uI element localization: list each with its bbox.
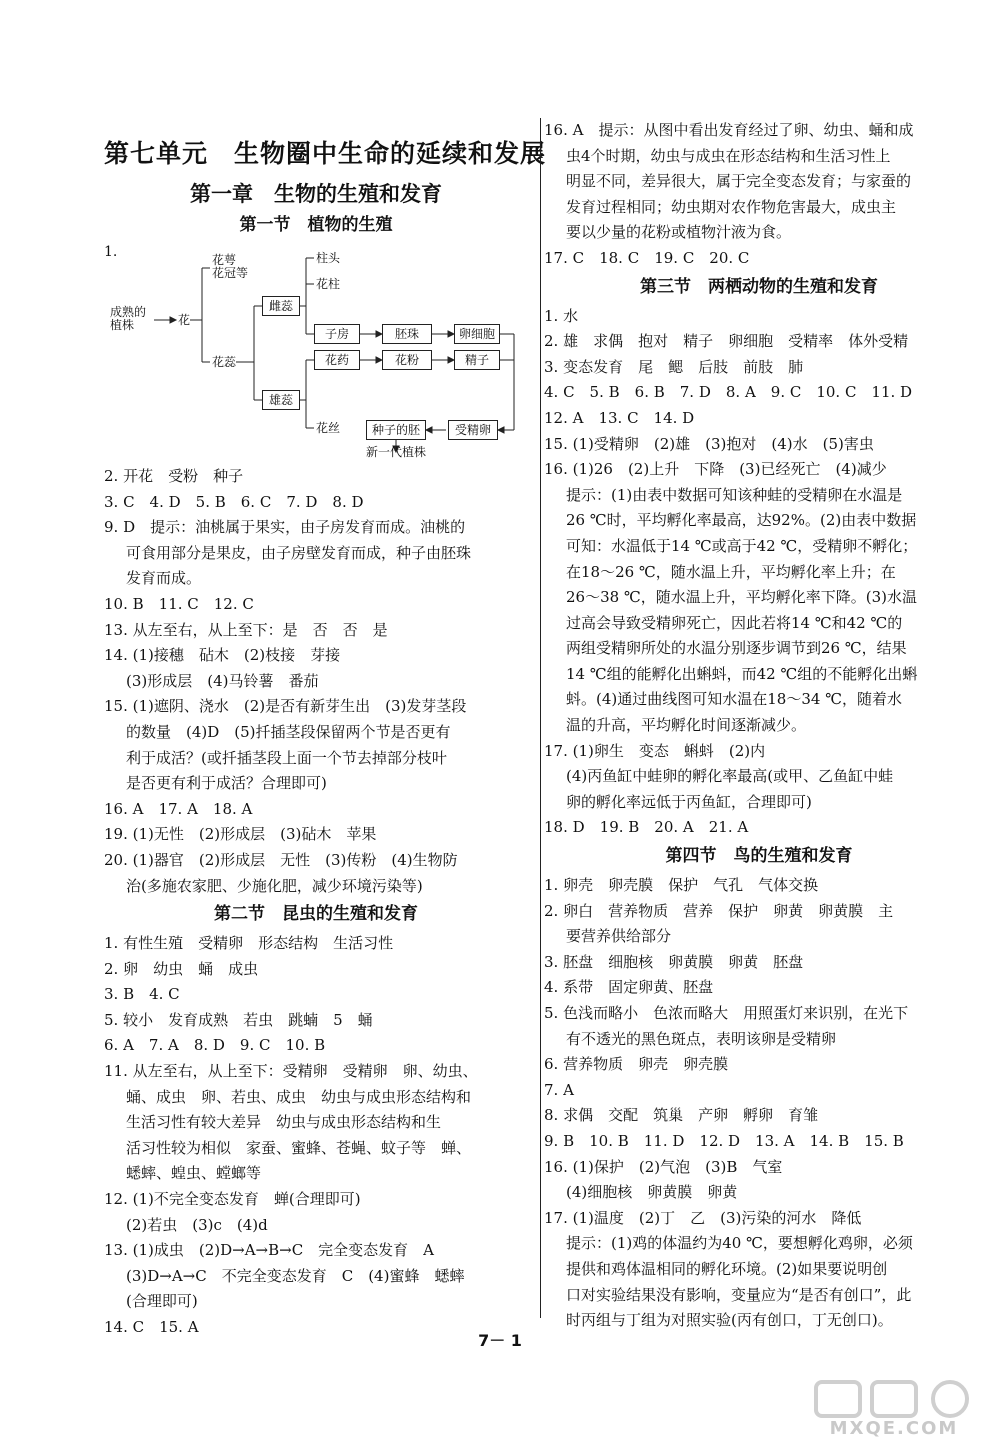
answer-line: 4. 系带 固定卵黄、胚盘 (544, 978, 714, 997)
answer-line: 发育过程相同；幼虫期对农作物危害最大，成虫主 (566, 197, 897, 216)
anther-box: 花药 (314, 350, 360, 370)
answer-line: 要以少量的花粉或植物汁液为食。 (566, 223, 792, 242)
right-column (540, 118, 974, 1330)
answer-line: 10. B 11. C 12. C (104, 594, 254, 613)
answer-line: 15. (1)受精卵 (2)雄 (3)抱对 (4)水 (5)害虫 (544, 434, 874, 453)
answer-line: 利于成活？(或扦插茎段上面一个节去掉部分枝叶 (126, 748, 447, 767)
answer-line: 3. 变态发育 尾 鳃 后肢 前肢 肺 (544, 357, 804, 376)
section-title-4: 第四节 鸟的生殖和发育 (665, 846, 853, 867)
answer-line: 虫4个时期，幼虫与成虫在形态结构和生活习性上 (566, 146, 891, 165)
diagram-number: 1. (104, 244, 118, 260)
answer-line: 时丙组与丁组为对照实验(丙有创口，丁无创口)。 (566, 1311, 893, 1330)
answer-line: 14. C 15. A (104, 1318, 199, 1336)
answer-line: 蟋蟀、蝗虫、螳螂等 (126, 1164, 262, 1183)
answer-line: 卵的孵化率远低于丙鱼缸，合理即可) (566, 792, 812, 811)
mature-plant-label: 成熟的 植株 (110, 305, 147, 332)
answer-line: 14. (1)接穗 砧木 (2)枝接 芽接 (104, 646, 341, 665)
answer-line: 3. C 4. D 5. B 6. C 7. D 8. D (104, 492, 364, 511)
answer-line: 1. 卵壳 卵壳膜 保护 气孔 气体交换 (544, 876, 819, 895)
answer-line: 17. C 18. C 19. C 20. C (544, 248, 750, 267)
answer-line: 6. A 7. A 8. D 9. C 10. B (104, 1036, 326, 1055)
calyx-corolla-label: 花萼 花冠等 (212, 253, 249, 280)
answer-line: 3. 胚盘 细胞核 卵黄膜 卵黄 胚盘 (544, 952, 804, 971)
style-label: 花柱 (316, 277, 341, 291)
chapter-title: 第一章 生物的生殖和发育 (190, 182, 442, 206)
answer-line: 20. (1)器官 (2)形成层 无性 (3)传粉 (4)生物防 (104, 850, 458, 869)
answer-line: (4)细胞核 卵黄膜 卵黄 (566, 1183, 738, 1202)
stamen-pistil-label: 花蕊 (212, 355, 237, 369)
answer-line: 12. A 13. C 14. D (544, 408, 695, 427)
answer-line: 9. B 10. B 11. D 12. D 13. A 14. B 15. B (544, 1131, 904, 1150)
answer-line: 蚪。(4)通过曲线图可知水温在18～34 ℃，随着水 (566, 690, 902, 709)
answer-line: (2)若虫 (3)c (4)d (126, 1215, 268, 1234)
answer-line: (合理即可) (126, 1292, 198, 1311)
answer-line: 两组受精卵所处的水温分别逐步调节到26 ℃，结果 (566, 639, 907, 658)
answer-line: 17. (1)温度 (2)丁 乙 (3)污染的河水 降低 (544, 1208, 862, 1227)
ovule-box: 胚珠 (382, 324, 432, 344)
answer-line: 16. (1)26 (2)上升 下降 (3)已经死亡 (4)减少 (544, 460, 887, 479)
answer-line: 4. C 5. B 6. B 7. D 8. A 9. C 10. C 11. D (544, 383, 913, 402)
answer-line: 1. 有性生殖 受精卵 形态结构 生活习性 (104, 934, 394, 953)
answer-line: 在18～26 ℃，随水温上升，平均孵化率上升；在 (566, 562, 896, 581)
page-number: 7－ 1 (478, 1331, 522, 1350)
answer-line: 19. (1)无性 (2)形成层 (3)砧木 苹果 (104, 825, 377, 844)
ovary-box: 子房 (314, 324, 360, 344)
stamen-box: 雄蕊 (262, 390, 300, 410)
answer-line: 7. A (544, 1080, 574, 1099)
answer-line: 2. 开花 受粉 种子 (104, 467, 244, 485)
answer-line: 12. (1)不完全变态发育 蝉(合理即可) (104, 1190, 361, 1209)
answer-line: 5. 色浅而略小 色浓而略大 用照蛋灯来识别，在光下 (544, 1004, 909, 1022)
answer-line: 9. D 提示：油桃属于果实，由子房发育而成。油桃的 (104, 518, 466, 537)
answer-line: (4)丙鱼缸中蛙卵的孵化率最高(或甲、乙鱼缸中蛙 (566, 767, 894, 786)
watermark-text: MXQE.COM (829, 1418, 959, 1439)
answer-line: 蛹、成虫 卵、若虫、成虫 幼虫与成虫形态结构和 (126, 1087, 472, 1106)
answer-line: 17. (1)卵生 变态 蝌蚪 (2)内 (544, 741, 766, 760)
answer-line: 是否更有利于成活？合理即可) (126, 774, 327, 793)
answer-line: 2. 雄 求偶 抱对 精子 卵细胞 受精率 体外受精 (544, 332, 909, 351)
answer-line: 过高会导致受精卵死亡，因此若将14 ℃和42 ℃的 (566, 613, 903, 632)
answer-line: 13. 从左至右，从上至下：是 否 否 是 (104, 620, 388, 639)
answer-line: 15. (1)遮阴、浇水 (2)是否有新芽生出 (3)发芽茎段 (104, 697, 467, 716)
answer-line: 2. 卵 幼虫 蛹 成虫 (104, 959, 259, 978)
flower-label: 花 (178, 313, 191, 327)
answer-line: 治(多施农家肥、少施化肥，减少环境污染等) (126, 876, 423, 895)
answer-line: 可知：水温低于14 ℃或高于42 ℃，受精卵不孵化； (566, 536, 918, 555)
answer-line: 26 ℃时，平均孵化率最高，达92%。(2)由表中数据 (566, 511, 917, 530)
answer-line: 口对实验结果没有影响，变量应为“是否有创口”，此 (566, 1285, 912, 1304)
unit-title: 第七单元 生物圈中生命的延续和发展 (104, 139, 547, 168)
answer-line: 11. 从左至右，从上至下：受精卵 受精卵 卵、幼虫、 (104, 1062, 478, 1081)
watermark-logo (808, 1378, 980, 1440)
filament-label: 花丝 (316, 421, 341, 435)
answer-line: 6. 营养物质 卵壳 卵壳膜 (544, 1055, 729, 1074)
watermark-logo-icon (808, 1378, 980, 1420)
answer-line: 16. A 17. A 18. A (104, 799, 253, 818)
answer-line: 8. 求偶 交配 筑巢 产卵 孵卵 育雏 (544, 1106, 819, 1125)
section-title-2: 第二节 昆虫的生殖和发育 (214, 904, 418, 925)
zygote-box: 受精卵 (448, 420, 498, 440)
section-title-1: 第一节 植物的生殖 (239, 215, 393, 235)
answer-line: 16. (1)保护 (2)气泡 (3)B 气室 (544, 1157, 783, 1176)
answer-line: 的数量 (4)D (5)扦插茎段保留两个节是否更有 (126, 722, 451, 741)
section-title-3: 第三节 两栖动物的生殖和发育 (640, 276, 878, 297)
answer-line: 2. 卵白 营养物质 营养 保护 卵黄 卵黄膜 主 (544, 901, 894, 920)
answer-line: 18. D 19. B 20. A 21. A (544, 818, 749, 837)
pistil-box: 雌蕊 (262, 296, 300, 316)
answer-line: 活习性较为相似 家蚕、蜜蜂、苍蝇、蚊子等 蝉、 (126, 1138, 472, 1157)
answer-line: 提供和鸡体温相同的孵化环境。(2)如果要说明创 (566, 1259, 888, 1278)
answer-line: 提示：(1)鸡的体温约为40 ℃，要想孵化鸡卵，必须 (566, 1234, 913, 1253)
answer-line: 26～38 ℃，随水温上升，平均孵化率下降。(3)水温 (566, 588, 917, 607)
answer-line: 明显不同，差异很大，属于完全变态发育；与家蚕的 (566, 172, 912, 191)
answer-line: 14 ℃组的能孵化出蝌蚪，而42 ℃组的不能孵化出蝌 (566, 664, 918, 683)
answer-line: 有不透光的黑色斑点，表明该卵是受精卵 (566, 1029, 837, 1048)
answer-line: (3)形成层 (4)马铃薯 番茄 (126, 671, 319, 690)
flower-structure-diagram (104, 242, 528, 460)
answer-line: 可食用部分是果皮，由子房壁发育而成，种子由胚珠 (126, 543, 472, 562)
new-plant-label: 新一代植株 (366, 445, 427, 459)
answer-line: 1. 水 (544, 306, 579, 325)
egg-cell-box: 卵细胞 (454, 324, 500, 344)
answer-line: 13. (1)成虫 (2)D→A→B→C 完全变态发育 A (104, 1241, 435, 1260)
answer-line: 生活习性有较大差异 幼虫与成虫形态结构和生 (126, 1113, 442, 1132)
answer-line: 要营养供给部分 (566, 927, 672, 946)
answer-line: 16. A 提示：从图中看出发育经过了卵、幼虫、蛹和成 (544, 121, 914, 139)
answer-line: (3)D→A→C 不完全变态发育 C (4)蜜蜂 蟋蟀 (126, 1266, 465, 1285)
answer-line: 温的升高，平均孵化时间逐渐减少。 (566, 716, 807, 735)
answer-line: 发育而成。 (126, 569, 202, 588)
sperm-box: 精子 (454, 350, 500, 370)
stigma-label: 柱头 (316, 251, 341, 265)
seed-embryo-box: 种子的胚 (366, 420, 426, 440)
pollen-box: 花粉 (382, 350, 432, 370)
answer-line: 5. 较小 发育成熟 若虫 跳蝻 5 蛹 (104, 1010, 373, 1029)
answer-line: 提示：(1)由表中数据可知该种蛙的受精卵在水温是 (566, 485, 903, 504)
answer-line: 3. B 4. C (104, 985, 180, 1004)
left-column (104, 124, 547, 1341)
